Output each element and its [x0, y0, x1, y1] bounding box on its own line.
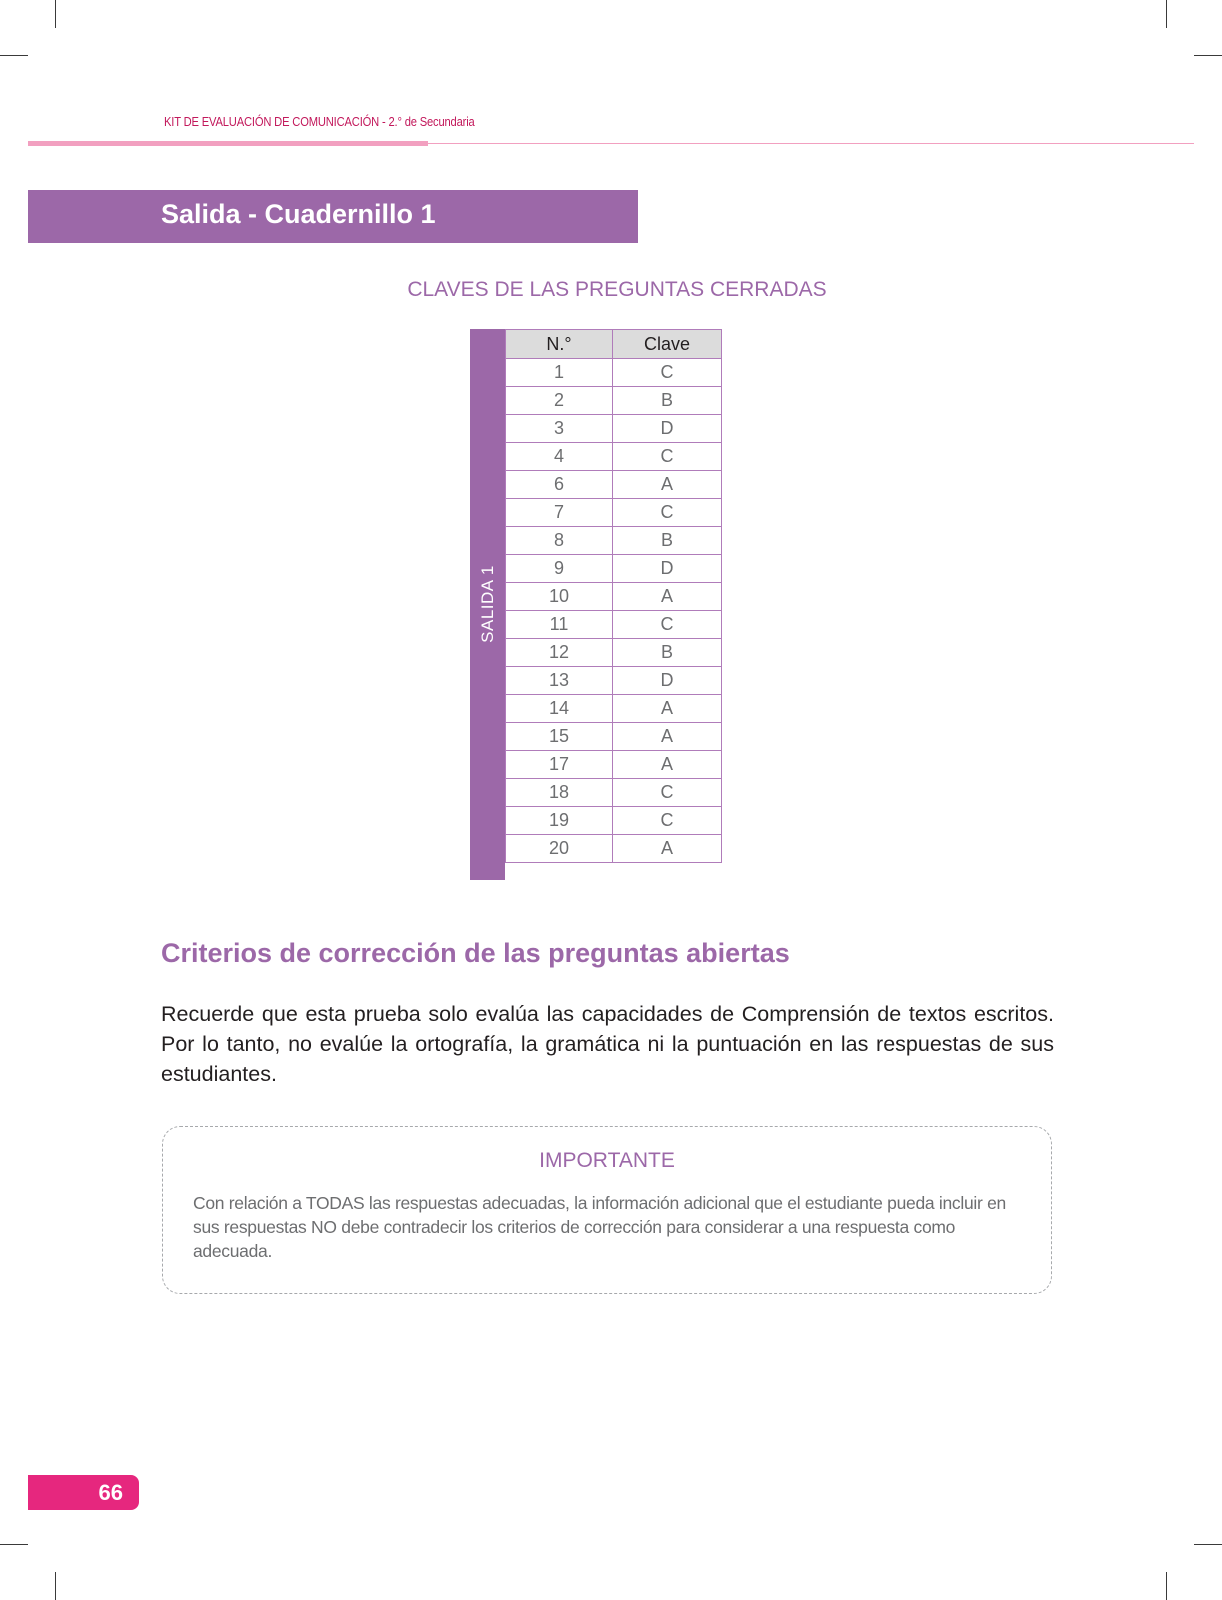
question-number-cell: 7 [506, 499, 613, 527]
important-title: IMPORTANTE [539, 1149, 675, 1172]
table-row [506, 499, 722, 527]
crop-mark [1166, 0, 1167, 28]
question-number-cell: 19 [506, 807, 613, 835]
answer-key-cell: B [613, 527, 722, 555]
question-number-cell: 2 [506, 387, 613, 415]
table-row [506, 359, 722, 387]
page-number-tab [28, 1475, 139, 1510]
table-row [506, 555, 722, 583]
answer-key-cell: A [613, 835, 722, 863]
important-box [162, 1126, 1052, 1294]
question-number-cell: 1 [506, 359, 613, 387]
table-row [506, 387, 722, 415]
answer-key-cell: C [613, 779, 722, 807]
question-number-cell: 18 [506, 779, 613, 807]
section-banner [28, 190, 638, 243]
table-row [506, 751, 722, 779]
answer-key-cell: C [613, 807, 722, 835]
answer-key-cell: D [613, 415, 722, 443]
keys-title: CLAVES DE LAS PREGUNTAS CERRADAS [407, 278, 827, 301]
question-number-cell: 6 [506, 471, 613, 499]
question-number-cell: 3 [506, 415, 613, 443]
question-number-cell: 11 [506, 611, 613, 639]
important-text: Con relación a TODAS las respuestas adecuadas, la información adicional que el estudiante pueda incluir en sus respuestas NO debe contradecir los criterios de corrección para considerar a una respuesta como adecuada. [193, 1193, 1006, 1261]
answer-key-cell: A [613, 695, 722, 723]
side-label-bar [470, 329, 505, 880]
page-number: 66 [98, 1480, 123, 1505]
answer-key-cell: B [613, 387, 722, 415]
table-row [506, 779, 722, 807]
section-title: Salida - Cuadernillo 1 [161, 199, 436, 229]
table-row [506, 611, 722, 639]
table-row [506, 695, 722, 723]
table-row [506, 471, 722, 499]
answer-key-cell: D [613, 555, 722, 583]
answer-key-cell: B [613, 639, 722, 667]
answer-key-cell: A [613, 583, 722, 611]
criteria-heading: Criterios de corrección de las preguntas abiertas [161, 938, 790, 968]
question-number-cell: 17 [506, 751, 613, 779]
answer-key-cell: A [613, 723, 722, 751]
crop-mark [1194, 55, 1222, 56]
header-rule-accent [28, 141, 428, 146]
crop-mark [55, 0, 56, 28]
table-row [506, 835, 722, 863]
table-row [506, 527, 722, 555]
answer-key-cell: C [613, 611, 722, 639]
criteria-paragraph: Recuerde que esta prueba solo evalúa las capacidades de Comprensión de textos escritos. Por lo tanto, no evalúe la ortografía, la gramática ni la puntuación en las respuestas de sus estudiantes. [161, 1002, 1054, 1086]
question-number-cell: 8 [506, 527, 613, 555]
crop-mark [1194, 1544, 1222, 1545]
question-number-cell: 10 [506, 583, 613, 611]
table-row [506, 583, 722, 611]
column-header-number: N.° [506, 330, 613, 359]
question-number-cell: 14 [506, 695, 613, 723]
crop-mark [0, 1544, 28, 1545]
answer-key-cell: C [613, 359, 722, 387]
answer-key-cell: C [613, 443, 722, 471]
column-header-key: Clave [613, 330, 722, 359]
answer-key-cell: A [613, 751, 722, 779]
table-row [506, 667, 722, 695]
answer-key-cell: D [613, 667, 722, 695]
question-number-cell: 20 [506, 835, 613, 863]
question-number-cell: 13 [506, 667, 613, 695]
answer-key-cell: C [613, 499, 722, 527]
crop-mark [0, 55, 28, 56]
table-row [506, 807, 722, 835]
table-header-row [506, 330, 722, 359]
running-header: KIT DE EVALUACIÓN DE COMUNICACIÓN - 2.° de Secundaria [164, 114, 475, 129]
crop-mark [1166, 1572, 1167, 1600]
question-number-cell: 4 [506, 443, 613, 471]
answer-key-table [505, 329, 722, 863]
table-body [506, 359, 722, 863]
table-row [506, 443, 722, 471]
side-label: SALIDA 1 [477, 565, 497, 643]
table-row [506, 639, 722, 667]
crop-mark [55, 1572, 56, 1600]
question-number-cell: 12 [506, 639, 613, 667]
question-number-cell: 15 [506, 723, 613, 751]
question-number-cell: 9 [506, 555, 613, 583]
table-row [506, 415, 722, 443]
answer-key-cell: A [613, 471, 722, 499]
table-row [506, 723, 722, 751]
